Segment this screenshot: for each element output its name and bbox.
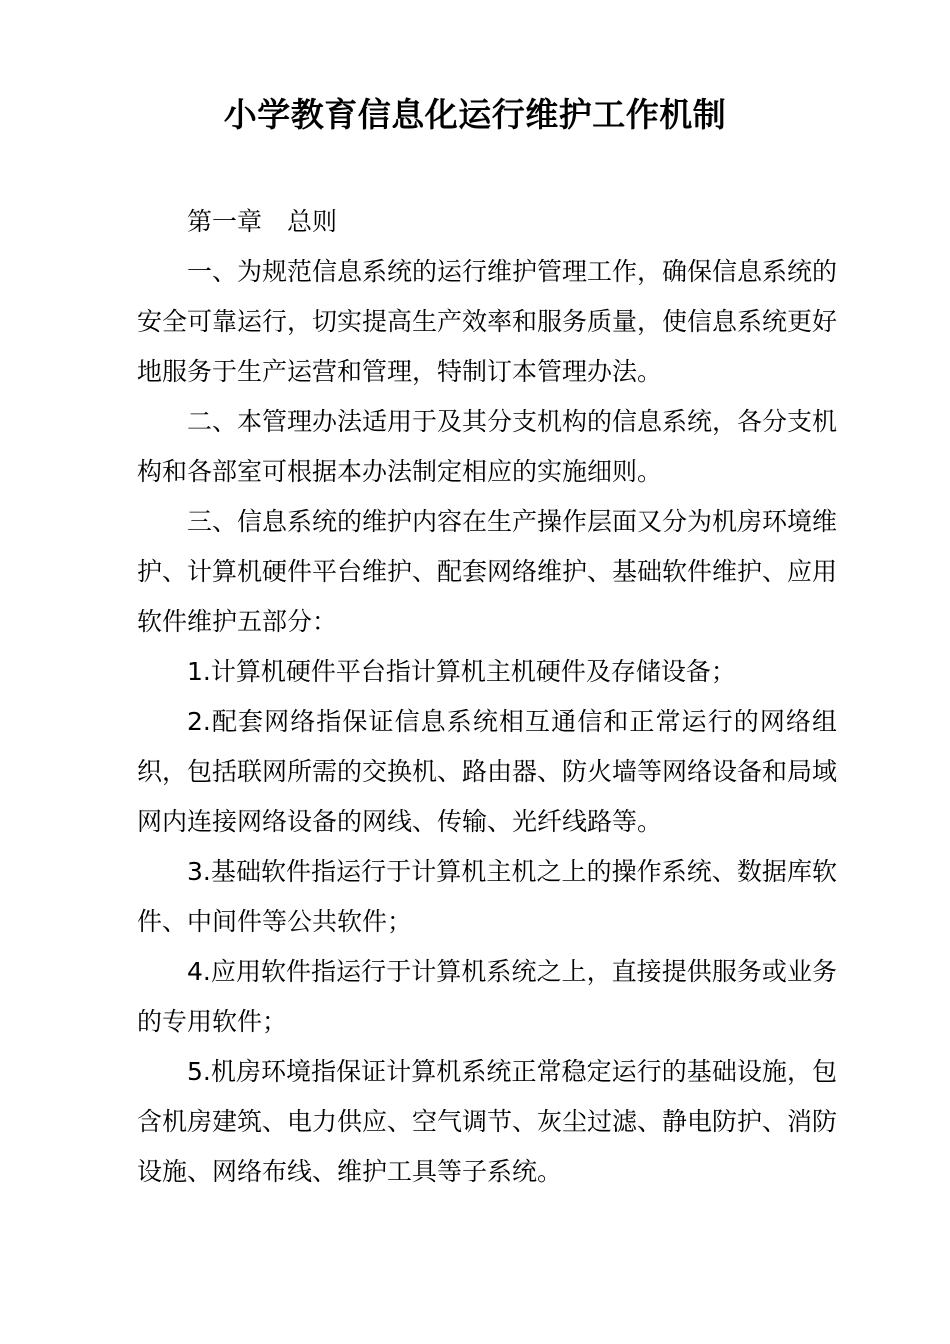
paragraph-3: 三、信息系统的维护内容在生产操作层面又分为机房环境维护、计算机硬件平台维护、配套网络维护、基础软件维护、应用软件维护五部分： xyxy=(137,507,838,636)
list-item-2: 2.配套网络指保证信息系统相互通信和正常运行的网络组织，包括联网所需的交换机、路由器、防火墙等网络设备和局域网内连接网络设备的网线、传输、光纤线路等。 xyxy=(137,707,838,836)
list-item-3: 3.基础软件指运行于计算机主机之上的操作系统、数据库软件、中间件等公共软件； xyxy=(137,857,837,936)
list-item-4: 4.应用软件指运行于计算机系统之上，直接提供服务或业务的专用软件； xyxy=(137,957,837,1036)
chapter-heading: 第一章 总则 xyxy=(187,207,338,236)
document-title: 小学教育信息化运行维护工作机制 xyxy=(223,95,727,134)
paragraph-1: 一、为规范信息系统的运行维护管理工作，确保信息系统的安全可靠运行，切实提高生产效率和服务质量，使信息系统更好地服务于生产运营和管理，特制订本管理办法。 xyxy=(137,257,838,386)
paragraph-2: 二、本管理办法适用于及其分支机构的信息系统，各分支机构和各部室可根据本办法制定相应的实施细则。 xyxy=(137,407,838,486)
list-item-1: 1.计算机硬件平台指计算机主机硬件及存储设备； xyxy=(187,657,736,686)
list-item-5: 5.机房环境指保证计算机系统正常稳定运行的基础设施，包含机房建筑、电力供应、空气调节、灰尘过滤、静电防护、消防设施、网络布线、维护工具等子系统。 xyxy=(137,1057,838,1186)
document-body xyxy=(137,197,837,1197)
